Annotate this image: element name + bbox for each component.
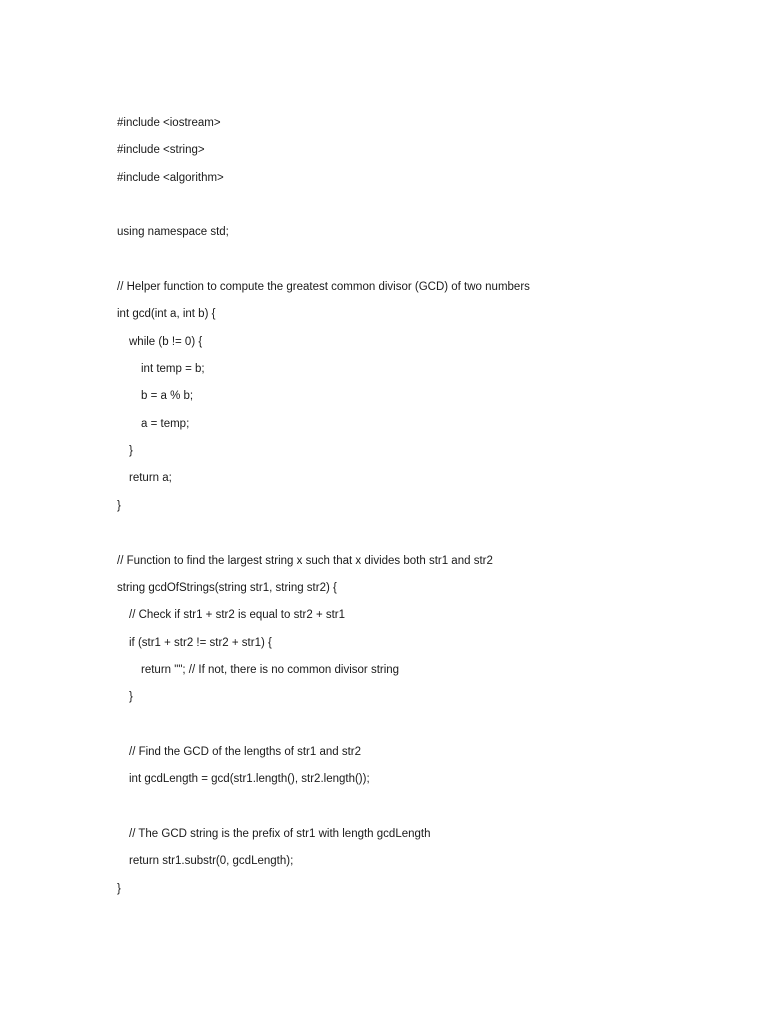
code-comment: // Function to find the largest string x such that x divides both str1 and str2: [117, 554, 493, 567]
code-comment: // The GCD string is the prefix of str1 with length gcdLength: [129, 827, 431, 840]
code-comment: // Find the GCD of the lengths of str1 and str2: [129, 745, 362, 758]
code-line: b = a % b;: [141, 390, 194, 403]
blank-line: [117, 524, 737, 551]
code-line: #include <algorithm>: [117, 171, 224, 184]
code-line: if (str1 + str2 != str2 + str1) {: [129, 636, 272, 649]
blank-line: [117, 798, 737, 825]
code-comment: // Helper function to compute the greatest common divisor (GCD) of two numbers: [117, 281, 530, 294]
code-line: }: [129, 445, 133, 458]
blank-line: [117, 196, 737, 223]
code-line: int gcdLength = gcd(str1.length(), str2.length());: [129, 773, 370, 786]
code-line: string gcdOfStrings(string str1, string str2) {: [117, 581, 337, 594]
code-line: return a;: [129, 472, 172, 485]
code-line: a = temp;: [141, 417, 190, 430]
code-line: while (b != 0) {: [129, 335, 203, 348]
blank-line: [117, 716, 737, 743]
code-line: }: [129, 691, 133, 704]
code-line: #include <iostream>: [117, 117, 221, 129]
code-comment: // Check if str1 + str2 is equal to str2 + str1: [129, 609, 346, 622]
code-block: [117, 114, 737, 907]
code-line: return str1.substr(0, gcdLength);: [129, 855, 294, 868]
code-line: #include <string>: [117, 144, 205, 157]
code-line: int gcd(int a, int b) {: [117, 308, 216, 321]
code-line: return ""; // If not, there is no common divisor string: [141, 663, 400, 676]
code-line: using namespace std;: [117, 226, 229, 239]
blank-line: [117, 251, 737, 278]
code-line: }: [117, 499, 121, 512]
code-line: int temp = b;: [141, 363, 205, 376]
code-line: }: [117, 882, 121, 895]
